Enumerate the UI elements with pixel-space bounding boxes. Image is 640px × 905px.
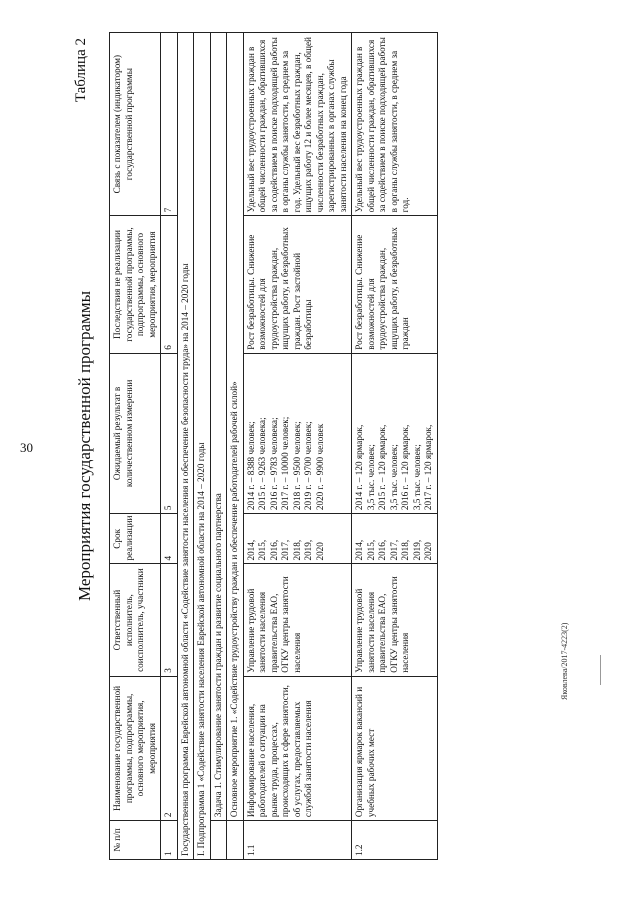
- row-num: 1.1: [243, 821, 352, 860]
- program-title: Государственная программа Еврейской автономной области «Содействие занятости населения и обеспечение безопасности труда» на 2014 – 2020 годы: [177, 33, 194, 860]
- main-measure-title: Основное мероприятие 1. «Содействие трудоустройству граждан и обеспечение работодателей рабочей силой»: [227, 33, 244, 821]
- row-resp: Управление трудовой занятости населения правительства ЕАО, ОГКУ центры занятости населения: [352, 564, 438, 676]
- header-num: № п/п: [110, 821, 161, 860]
- measures-table: [109, 32, 438, 860]
- header-resp: Ответственный исполнитель, соисполнитель, участники: [110, 564, 161, 676]
- row-resp: Управление трудовой занятости населения правительства ЕАО, ОГКУ центры занятости населения: [243, 564, 352, 676]
- program-row: [177, 33, 194, 860]
- task-title: Задача 1. Стимулирование занятости граждан и развитие социального партнерства: [210, 33, 227, 821]
- col-number: 1: [161, 821, 178, 860]
- main-measure-num-cell: [227, 821, 244, 860]
- col-number: 7: [161, 33, 178, 216]
- task-num-cell: [210, 821, 227, 860]
- header-term: Срок реализации: [110, 514, 161, 564]
- row-num: 1.2: [352, 821, 438, 860]
- column-number-row: [161, 33, 178, 860]
- subprogram-row: [194, 33, 211, 860]
- col-number: 6: [161, 216, 178, 353]
- row-consequences: Рост безработицы. Снижение возможностей для трудоустройства граждан, ищущих работу, и безработных граждан: [352, 216, 438, 353]
- row-consequences: Рост безработицы. Снижение возможностей для трудоустройства граждан, ищущих работу, и безработных граждан. Рост застойной безработицы: [243, 216, 352, 353]
- header-name: Наименование государственной программы, подпрограммы, основного мероприятия, мероприятия: [110, 676, 161, 820]
- table-row: [243, 33, 352, 860]
- footer-code: Яковлева/2017-4223(2): [560, 622, 569, 700]
- header-link: Связь с показателем (индикатором) государственной программы: [110, 33, 161, 216]
- header-row: [110, 33, 161, 860]
- header-consequences: Последствия не реализации государственной программы, подпрограммы, основного мероприятия, мероприятия: [110, 216, 161, 353]
- main-measure-row: [227, 33, 244, 860]
- row-years: 2014, 2015, 2016, 2017, 2018, 2019, 2020: [243, 514, 352, 564]
- table-row: [352, 33, 438, 860]
- col-number: 4: [161, 514, 178, 564]
- table-label: Таблица 2: [73, 38, 89, 103]
- col-number: 5: [161, 353, 178, 513]
- row-expected: 2014 г. – 120 ярмарок, 3,5 тыс. человек; 2015 г. – 120 ярмарок, 3,5 тыс. человек; 2016 г. – 120 ярмарок, 3,5 тыс. человек; 2017 г. – 120 ярмарок,: [352, 353, 438, 513]
- page-number: 30: [20, 440, 33, 455]
- row-name: Информирование населения, работодателей о ситуации на рынке труда, процессах, происходящих в сфере занятости, об услугах, предоставляемых службой занятости населения: [243, 676, 352, 820]
- task-row: [210, 33, 227, 860]
- margin-mark: [600, 655, 601, 685]
- header-expected: Ожидаемый результат в количественном измерении: [110, 353, 161, 513]
- col-number: 2: [161, 676, 178, 820]
- subprogram-title: I. Подпрограмма 1 «Содействие занятости населения Еврейской автономной области на 2014 – 2020 годы: [194, 33, 211, 860]
- row-link: Удельный вес трудоустроенных граждан в общей численности граждан, обратившихся за содействием в поиске подходящей работы в органы службы занятости, в среднем за год. Удельный вес безработных граждан, ищущих работу 12 и более месяцев, в общей численности безработных граждан, зарегистрированных в органах службы занятости населения на конец года: [243, 33, 352, 216]
- row-years: 2014, 2015, 2016, 2017, 2018, 2019, 2020: [352, 514, 438, 564]
- document-title: Мероприятия государственной программы: [75, 291, 94, 602]
- row-expected: 2014 г. – 8388 человек; 2015 г. – 9263 человека; 2016 г. – 9783 человека; 2017 г. – 10000 человек; 2018 г. – 9500 человек; 2019 г. – 9700 человек; 2020 г. – 9900 человек: [243, 353, 352, 513]
- row-name: Организация ярмарок вакансий и учебных рабочих мест: [352, 676, 438, 820]
- row-link: Удельный вес трудоустроенных граждан в общей численности граждан, обратившихся за содействием в поиске подходящей работы в органы службы занятости, в среднем за год.: [352, 33, 438, 216]
- col-number: 3: [161, 564, 178, 676]
- rotated-sheet: [75, 32, 575, 860]
